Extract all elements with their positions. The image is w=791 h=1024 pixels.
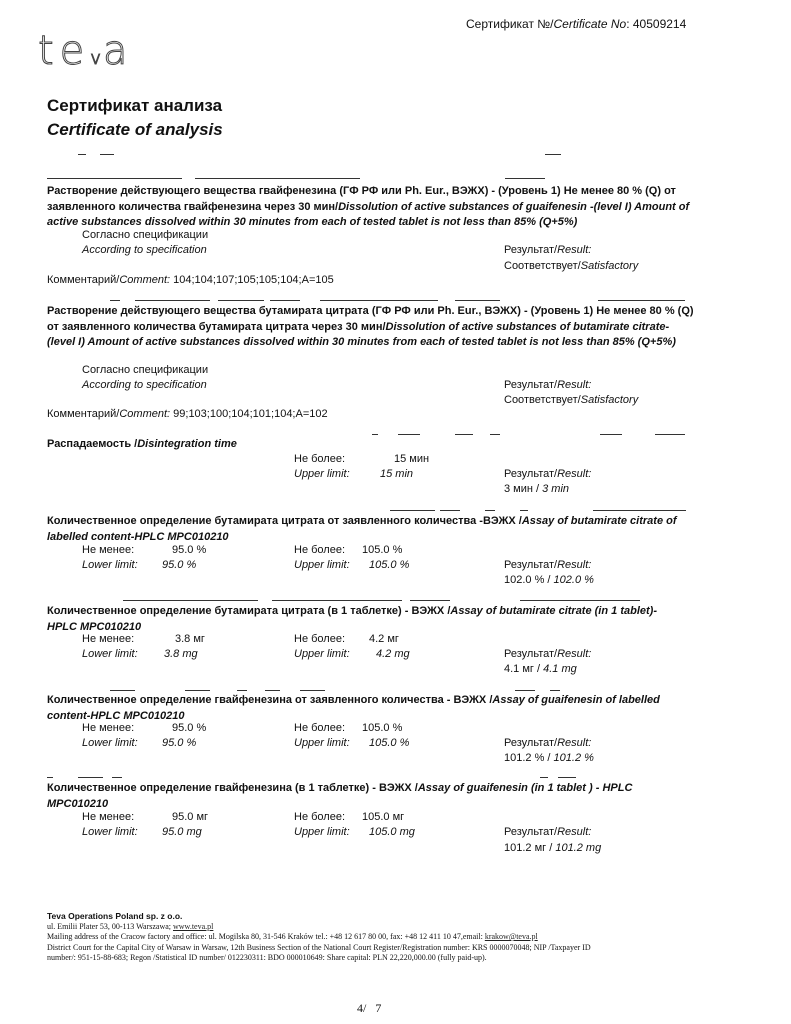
result-value: 3 мин / 3 min: [504, 483, 570, 495]
result-value: Соответствует/Satisfactory: [504, 394, 639, 406]
upper-limit-value-ru: 105.0 мг: [362, 811, 405, 823]
upper-limit-label-ru: Не более:: [294, 811, 346, 823]
scan-mark: [265, 690, 280, 691]
lower-limit-value-en: 95.0 %: [162, 737, 197, 749]
upper-limit-value-en: 105.0 %: [369, 737, 410, 749]
lower-limit-label-en: Lower limit:: [82, 648, 138, 660]
test-assay-butamirate-labelled: Количественное определение бутамирата цитрата от заявленного количества -ВЭЖХ /Assay of butamirate citrate of labelled content-HPLC MPC010210: [47, 515, 677, 543]
upper-limit-label-ru: Не более:: [294, 633, 346, 645]
test-assay-butamirate-tablet: Количественное определение бутамирата цитрата (в 1 таблетке) - ВЭЖХ /Assay of butamirate citrate (in 1 tablet)- HPLC MPC010210: [47, 605, 657, 633]
result-value: 101.2 мг / 101.2 mg: [504, 842, 602, 854]
result-label: Результат/Result:: [504, 737, 592, 749]
scan-mark: [78, 154, 86, 155]
upper-limit-value-ru: 105.0 %: [362, 544, 403, 556]
upper-limit-label-en: Upper limit:: [294, 559, 350, 571]
test-disintegration: Распадаемость /Disintegration time: [47, 438, 237, 450]
scan-mark: [372, 434, 378, 435]
scan-mark: [520, 510, 528, 511]
result-value: 4.1 мг / 4.1 mg: [504, 663, 577, 675]
upper-limit-label-en: Upper limit:: [294, 648, 350, 660]
footer-ids: number/: 951-15-88-683; Regon /Statistical ID number/ 012230311: BDO 000010649: Share capital: PLN 22,220,000.00 (fully paid-up).: [47, 953, 487, 962]
upper-limit-value-ru: 4.2 мг: [369, 633, 399, 645]
spec-en: According to specification: [82, 244, 207, 256]
lower-limit-value-ru: 95.0 мг: [172, 811, 209, 823]
footer: [47, 911, 591, 964]
scan-mark: [110, 690, 135, 691]
scan-mark: [485, 510, 495, 511]
lower-limit-value-ru: 3.8 мг: [175, 633, 205, 645]
scan-mark: [545, 154, 561, 155]
scan-mark: [320, 300, 438, 301]
email-link[interactable]: krakow@teva.pl: [484, 932, 538, 941]
scan-mark: [455, 434, 473, 435]
lower-limit-value-en: 95.0 %: [162, 559, 197, 571]
scan-mark: [520, 600, 640, 601]
test-dissolution-guaifenesin: Растворение действующего вещества гвайфенезина (ГФ РФ или Ph. Eur., ВЭЖХ) - (Уровень 1) Не менее 80 % (Q) от заявленного количества гвайфенезина через 30 мин/Dissolution of active substances of guaifenesin -(level I) Amount of active substances dissolved within 30 minutes from each of tested tablet is not less than 85% (Q+5%): [47, 185, 690, 228]
upper-limit-label-ru: Не более:: [294, 453, 346, 465]
spec-en: According to specification: [82, 379, 207, 391]
lower-limit-label-en: Lower limit:: [82, 559, 138, 571]
lower-limit-label-en: Lower limit:: [82, 826, 138, 838]
scan-mark: [505, 178, 545, 179]
lower-limit-label-en: Lower limit:: [82, 737, 138, 749]
upper-limit-value-ru: 15 мин: [394, 453, 430, 465]
scan-mark: [598, 300, 685, 301]
upper-limit-label-en: Upper limit:: [294, 826, 350, 838]
scan-mark: [135, 300, 210, 301]
scan-mark: [390, 510, 435, 511]
result-value: Соответствует/Satisfactory: [504, 260, 639, 272]
test-assay-guaifenesin-labelled: Количественное определение гвайфенезина от заявленного количества - ВЭЖХ /Assay of guaifenesin of labelled content-HPLC MPC010210: [47, 694, 660, 722]
scan-mark: [78, 777, 103, 778]
scan-mark: [398, 434, 420, 435]
lower-limit-label-ru: Не менее:: [82, 722, 135, 734]
result-label: Результат/Result:: [504, 379, 592, 391]
lower-limit-label-ru: Не менее:: [82, 633, 135, 645]
footer-mailing: Mailing address of the Cracow factory and office: ul. Mogilska 80, 31-546 Kraków tel.: +48 12 617 80 00, fax: +48 12 411 10 47,email: krakow@teva.pl: [47, 932, 538, 941]
lower-limit-label-ru: Не менее:: [82, 544, 135, 556]
scan-mark: [558, 777, 576, 778]
scan-mark: [300, 690, 325, 691]
title-ru: Сертификат анализа: [47, 96, 223, 115]
lower-limit-value-en: 3.8 mg: [164, 648, 198, 660]
scan-mark: [100, 154, 114, 155]
scan-mark: [195, 178, 360, 179]
result-label: Результат/Result:: [504, 468, 592, 480]
test-dissolution-butamirate: Растворение действующего вещества бутамирата цитрата (ГФ РФ или Ph. Eur., ВЭЖХ) - (Уровень 1) Не менее 80 % (Q) от заявленного количества бутамирата цитрата через 30 мин/Dissolution of active substances of butamirate citrate-(level I) Amount of active substances dissolved within 30 minutes from each of tested tablet is not less than 85% (Q+5%): [47, 305, 694, 348]
lower-limit-value-ru: 95.0 %: [172, 722, 207, 734]
lower-limit-label-ru: Не менее:: [82, 811, 135, 823]
scan-mark: [455, 300, 500, 301]
scan-mark: [218, 300, 264, 301]
page-number: 4/ 7: [357, 1001, 382, 1015]
test-assay-guaifenesin-tablet: Количественное определение гвайфенезина (в 1 таблетке) - ВЭЖХ /Assay of guaifenesin (in 1 tablet ) - HPLC MPC010210: [47, 782, 633, 810]
upper-limit-label-ru: Не более:: [294, 544, 346, 556]
upper-limit-label-ru: Не более:: [294, 722, 346, 734]
footer-company: Teva Operations Poland sp. z o.o.: [47, 911, 183, 921]
result-value: 102.0 % / 102.0 %: [504, 574, 594, 586]
scan-mark: [270, 300, 300, 301]
footer-address: ul. Emilii Plater 53, 00-113 Warszawa; www.teva.pl: [47, 921, 214, 931]
scan-mark: [47, 777, 53, 778]
lower-limit-value-ru: 95.0 %: [172, 544, 207, 556]
spec-ru: Согласно спецификации: [82, 229, 209, 241]
upper-limit-label-en: Upper limit:: [294, 468, 350, 480]
scan-mark: [515, 690, 535, 691]
scan-mark: [47, 178, 182, 179]
spec-ru: Согласно спецификации: [82, 364, 209, 376]
result-value: 101.2 % / 101.2 %: [504, 752, 594, 764]
result-label: Результат/Result:: [504, 826, 592, 838]
upper-limit-value-en: 15 min: [380, 468, 414, 480]
scan-mark: [272, 600, 402, 601]
comment: Комментарий/Comment: 99;103;100;104;101;104;A=102: [47, 408, 328, 420]
upper-limit-value-ru: 105.0 %: [362, 722, 403, 734]
scan-mark: [237, 690, 247, 691]
upper-limit-value-en: 105.0 mg: [369, 826, 415, 838]
scan-mark: [440, 510, 460, 511]
comment: Комментарий/Comment: 104;104;107;105;105;104;A=105: [47, 274, 334, 286]
teva-logo: teva: [38, 28, 134, 74]
upper-limit-label-en: Upper limit:: [294, 737, 350, 749]
scan-mark: [540, 777, 548, 778]
title-en: Certificate of analysis: [47, 120, 223, 139]
lower-limit-value-en: 95.0 mg: [162, 826, 202, 838]
result-label: Результат/Result:: [504, 648, 592, 660]
scan-mark: [123, 600, 258, 601]
result-label: Результат/Result:: [504, 559, 592, 571]
footer-court: District Court for the Capital City of Warsaw in Warsaw, 12th Business Section of the National Court Register/Registration number: KRS 0000070048; NIP /Taxpayer ID: [47, 942, 591, 952]
upper-limit-value-en: 4.2 mg: [376, 648, 410, 660]
scan-mark: [185, 690, 210, 691]
website-link[interactable]: www.teva.pl: [173, 921, 214, 931]
certificate-number: Сертификат №/Certificate No: 40509214: [466, 17, 687, 31]
result-label: Результат/Result:: [504, 244, 592, 256]
scan-mark: [410, 600, 450, 601]
scan-mark: [110, 300, 120, 301]
scan-mark: [655, 434, 685, 435]
upper-limit-value-en: 105.0 %: [369, 559, 410, 571]
scan-mark: [600, 434, 622, 435]
scan-mark: [593, 510, 686, 511]
scan-mark: [112, 777, 122, 778]
scan-mark: [490, 434, 500, 435]
scan-mark: [550, 690, 560, 691]
